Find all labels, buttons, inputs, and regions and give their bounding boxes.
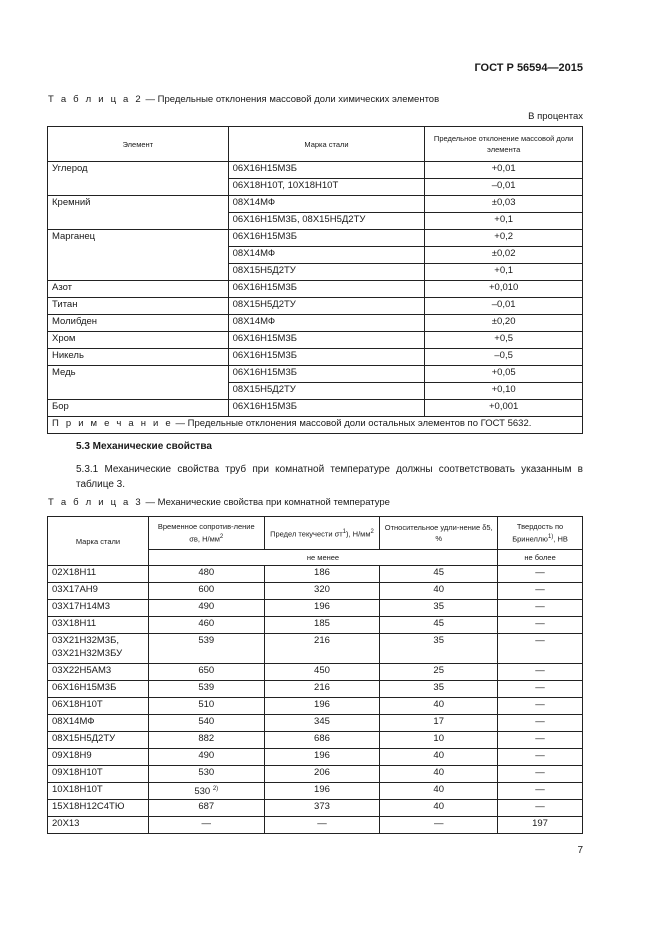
table-row <box>48 715 583 732</box>
elongation-cell: 40 <box>380 749 498 766</box>
element-cell: Углерод <box>48 162 229 196</box>
note-prefix: П р и м е ч а н и е <box>52 418 173 429</box>
tensile-cell: 687 <box>148 800 264 817</box>
deviation-cell: –0,01 <box>425 298 583 315</box>
element-cell: Бор <box>48 400 229 417</box>
table3-caption-prefix: Т а б л и ц а 3 <box>48 497 143 508</box>
tensile-cell: 539 <box>148 681 264 698</box>
table-row <box>48 315 583 332</box>
table-row <box>48 698 583 715</box>
elongation-cell: — <box>380 817 498 834</box>
table-row <box>48 566 583 583</box>
hardness-cell: — <box>498 583 583 600</box>
col-header-steel-grade: Марка стали <box>228 127 425 162</box>
col-header-hardness <box>498 517 583 550</box>
standard-number: ГОСТ Р 56594—2015 <box>474 62 583 74</box>
yield-cell: — <box>264 817 380 834</box>
table-row <box>48 783 583 800</box>
hardness-cell: 197 <box>498 817 583 834</box>
grade-cell: 08Х14МФ <box>48 715 149 732</box>
grade-cell: 08Х14МФ <box>228 315 425 332</box>
tensile-cell: 460 <box>148 617 264 634</box>
table2-units: В процентах <box>528 111 583 122</box>
elongation-cell: 10 <box>380 732 498 749</box>
tensile-cell: 490 <box>148 749 264 766</box>
table2-note-row <box>48 417 583 434</box>
table-row <box>48 366 583 383</box>
element-cell: Азот <box>48 281 229 298</box>
table-row <box>48 617 583 634</box>
col-header-yield <box>264 517 380 550</box>
yield-label: Предел текучести σт <box>270 529 343 539</box>
deviation-cell: ±0,02 <box>425 247 583 264</box>
not-more-label: не более <box>498 550 583 566</box>
yield-cell: 196 <box>264 749 380 766</box>
element-cell: Титан <box>48 298 229 315</box>
element-cell: Кремний <box>48 196 229 230</box>
elongation-cell: 40 <box>380 766 498 783</box>
grade-cell: 06Х18Н10Т, 10Х18Н10Т <box>228 179 425 196</box>
hardness-unit: , НВ <box>553 534 568 544</box>
grade-cell: 03Х18Н11 <box>48 617 149 634</box>
yield-cell: 196 <box>264 783 380 800</box>
grade-cell: 03Х17АН9 <box>48 583 149 600</box>
deviation-cell: +0,05 <box>425 366 583 383</box>
tensile-cell: 530 <box>148 766 264 783</box>
col-header-elongation: Относительное удли-нение δ5, % <box>380 517 498 550</box>
hardness-cell: — <box>498 749 583 766</box>
tensile-cell <box>148 783 264 800</box>
grade-cell: 08Х15Н5Д2ТУ <box>228 264 425 281</box>
table2-caption-text: — Предельные отклонения массовой доли химических элементов <box>142 94 440 105</box>
table3-caption <box>48 497 390 508</box>
yield-cell: 373 <box>264 800 380 817</box>
deviation-cell: +0,1 <box>425 264 583 281</box>
element-cell: Хром <box>48 332 229 349</box>
yield-cell: 196 <box>264 698 380 715</box>
yield-unit: ), Н/мм <box>346 529 371 539</box>
hardness-cell: — <box>498 783 583 800</box>
hardness-cell: — <box>498 634 583 664</box>
yield-cell: 186 <box>264 566 380 583</box>
tensile-cell: 540 <box>148 715 264 732</box>
table2 <box>47 126 583 434</box>
grade-cell: 03Х17Н14М3 <box>48 600 149 617</box>
tensile-cell: 490 <box>148 600 264 617</box>
elongation-cell: 45 <box>380 617 498 634</box>
grade-cell: 06Х16Н15М3Б <box>48 681 149 698</box>
hardness-cell: — <box>498 732 583 749</box>
col-header-deviation: Предельное отклонение массовой доли элемента <box>425 127 583 162</box>
deviation-cell: +0,001 <box>425 400 583 417</box>
grade-cell: 08Х14МФ <box>228 196 425 213</box>
element-cell: Медь <box>48 366 229 400</box>
table3 <box>47 516 583 834</box>
elongation-cell: 35 <box>380 681 498 698</box>
grade-cell: 08Х15Н5Д2ТУ <box>228 383 425 400</box>
elongation-cell: 40 <box>380 800 498 817</box>
elongation-cell: 35 <box>380 600 498 617</box>
footnote-2-marker: 2) <box>212 786 219 792</box>
page-number: 7 <box>577 845 583 856</box>
yield-cell: 345 <box>264 715 380 732</box>
hardness-cell: — <box>498 800 583 817</box>
grade-cell: 06Х16Н15М3Б <box>228 366 425 383</box>
deviation-cell: +0,5 <box>425 332 583 349</box>
hardness-cell: — <box>498 681 583 698</box>
tensile-cell: 539 <box>148 634 264 664</box>
elongation-cell: 45 <box>380 566 498 583</box>
yield-cell: 216 <box>264 634 380 664</box>
grade-cell: 06Х16Н15М3Б <box>228 400 425 417</box>
elongation-cell: 40 <box>380 583 498 600</box>
element-cell: Марганец <box>48 230 229 281</box>
grade-cell: 06Х16Н15М3Б, 08Х15Н5Д2ТУ <box>228 213 425 230</box>
deviation-cell: +0,2 <box>425 230 583 247</box>
grade-cell: 08Х15Н5Д2ТУ <box>228 298 425 315</box>
elongation-cell: 40 <box>380 783 498 800</box>
grade-cell: 09Х18Н10Т <box>48 766 149 783</box>
tensile-cell: 480 <box>148 566 264 583</box>
grade-cell: 15Х18Н12С4ТЮ <box>48 800 149 817</box>
table-row <box>48 400 583 417</box>
yield-cell: 216 <box>264 681 380 698</box>
section-title: 5.3 Механические свойства <box>76 441 212 452</box>
hardness-cell: — <box>498 715 583 732</box>
hardness-footnote: 1) <box>547 534 554 541</box>
col-header-grade: Марка стали <box>48 517 149 566</box>
grade-cell: 06Х18Н10Т <box>48 698 149 715</box>
col-header-element: Элемент <box>48 127 229 162</box>
table2-caption <box>48 94 439 105</box>
grade-cell: 20Х13 <box>48 817 149 834</box>
tensile-cell: 650 <box>148 664 264 681</box>
yield-cell: 320 <box>264 583 380 600</box>
grade-cell: 03Х22Н5АМ3 <box>48 664 149 681</box>
element-cell: Молибден <box>48 315 229 332</box>
table-row <box>48 634 583 664</box>
deviation-cell: +0,1 <box>425 213 583 230</box>
grade-cell: 06Х16Н15М3Б <box>228 332 425 349</box>
yield-cell: 196 <box>264 600 380 617</box>
table-row <box>48 681 583 698</box>
yield-footnote: 1 <box>342 528 347 535</box>
elongation-cell: 40 <box>380 698 498 715</box>
table-row <box>48 298 583 315</box>
deviation-cell: –0,5 <box>425 349 583 366</box>
grade-cell: 03Х21Н32М3Б, 03Х21Н32М3БУ <box>48 634 149 664</box>
elongation-cell: 17 <box>380 715 498 732</box>
table-row <box>48 281 583 298</box>
grade-cell: 09Х18Н9 <box>48 749 149 766</box>
hardness-cell: — <box>498 617 583 634</box>
hardness-cell: — <box>498 664 583 681</box>
tensile-cell: 600 <box>148 583 264 600</box>
table-row <box>48 732 583 749</box>
grade-cell: 10Х18Н10Т <box>48 783 149 800</box>
table3-header-row <box>48 517 583 550</box>
table-row <box>48 800 583 817</box>
tensile-sup: 2 <box>219 534 224 541</box>
yield-cell: 450 <box>264 664 380 681</box>
col-header-tensile <box>148 517 264 550</box>
grade-cell: 06Х16Н15М3Б <box>228 230 425 247</box>
table-row <box>48 766 583 783</box>
yield-cell: 206 <box>264 766 380 783</box>
table-row <box>48 583 583 600</box>
deviation-cell: –0,01 <box>425 179 583 196</box>
grade-cell: 06Х16Н15М3Б <box>228 349 425 366</box>
element-cell: Никель <box>48 349 229 366</box>
table-row <box>48 817 583 834</box>
hardness-label: Твердость по Бринеллю <box>512 522 564 544</box>
deviation-cell: ±0,20 <box>425 315 583 332</box>
yield-cell: 686 <box>264 732 380 749</box>
table3-caption-text: — Механические свойства при комнатной температуре <box>142 497 390 508</box>
tensile-cell: 510 <box>148 698 264 715</box>
table2-header-row <box>48 127 583 162</box>
deviation-cell: +0,01 <box>425 162 583 179</box>
tensile-cell: 882 <box>148 732 264 749</box>
hardness-cell: — <box>498 566 583 583</box>
hardness-cell: — <box>498 766 583 783</box>
paragraph-text: 5.3.1 Механические свойства труб при комнатной температуре должны соответствовать указанным в таблице 3. <box>76 464 583 490</box>
grade-cell: 06Х16Н15М3Б <box>228 162 425 179</box>
grade-cell: 06Х16Н15М3Б <box>228 281 425 298</box>
elongation-cell: 25 <box>380 664 498 681</box>
tensile-value: 530 <box>194 786 211 798</box>
table-row <box>48 332 583 349</box>
yield-sup: 2 <box>370 528 374 535</box>
not-less-label: не менее <box>148 550 497 566</box>
table2-caption-prefix: Т а б л и ц а 2 <box>48 94 143 105</box>
tensile-label: Временное сопротив-ление σв, Н/мм <box>157 522 255 544</box>
elongation-cell: 35 <box>380 634 498 664</box>
table-row <box>48 162 583 179</box>
deviation-cell: +0,010 <box>425 281 583 298</box>
table-row <box>48 230 583 247</box>
table-row <box>48 349 583 366</box>
section-paragraph <box>48 462 583 492</box>
deviation-cell: +0,10 <box>425 383 583 400</box>
grade-cell: 02Х18Н11 <box>48 566 149 583</box>
hardness-cell: — <box>498 600 583 617</box>
table-row <box>48 664 583 681</box>
deviation-cell: ±0,03 <box>425 196 583 213</box>
hardness-cell: — <box>498 698 583 715</box>
table-row <box>48 196 583 213</box>
table-row <box>48 600 583 617</box>
grade-cell: 08Х15Н5Д2ТУ <box>48 732 149 749</box>
grade-cell: 08Х14МФ <box>228 247 425 264</box>
note-text: — Предельные отклонения массовой доли остальных элементов по ГОСТ 5632. <box>172 418 532 429</box>
yield-cell: 185 <box>264 617 380 634</box>
table2-note <box>48 417 583 434</box>
table-row <box>48 749 583 766</box>
tensile-cell: — <box>148 817 264 834</box>
